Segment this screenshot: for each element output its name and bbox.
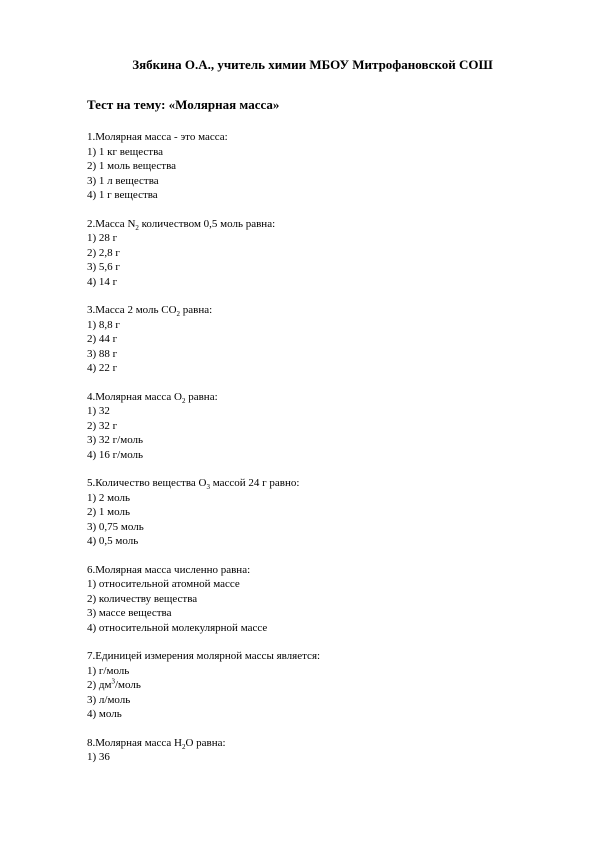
answer-option: 2) 44 г [87,333,118,345]
question-4 [87,390,567,463]
answer-option: 4) относительной молекулярной массе [87,621,268,634]
question-2 [87,217,567,290]
answer-option: 1) 32 [87,405,110,417]
answer-option: 1) г/моль [87,664,130,677]
question-text-part: равна: [180,304,213,316]
question-3 [87,303,567,376]
question-text-part: 2.Масса N [87,217,136,230]
answer-option [87,678,567,693]
question-text: 6.Молярная масса численно равна: [87,563,251,576]
answer-option: 1) 36 [87,751,110,763]
superscript: 3 [111,677,115,686]
question-8 [87,736,567,765]
answer-option-part: /моль [114,679,141,691]
answer-option: 1) 8,8 г [87,318,120,331]
test-title: Тест на тему: «Молярная масса» [87,97,280,112]
question-1 [87,130,567,203]
answer-option: 2) 1 моль вещества [87,160,176,172]
question-text-part: O равна: [185,736,226,749]
answer-option: 1) 2 моль [87,491,130,504]
subscript: 2 [176,310,181,319]
answer-option: 4) 22 г [87,362,118,374]
question-text-part: количеством 0,5 моль равна: [138,217,276,230]
answer-option: 3) 88 г [87,347,118,360]
question-text-part: 4.Молярная масса O [87,390,182,403]
questions-list [87,130,567,779]
answer-option: 2) 2,8 г [87,246,120,259]
answer-option: 2) 32 г [87,419,118,432]
question-text [87,390,567,405]
subscript: 3 [206,483,210,492]
question-text-part: равна: [185,390,218,403]
answer-option: 1) 28 г [87,232,118,244]
question-5 [87,476,567,549]
answer-option: 3) массе вещества [87,607,172,619]
question-text-part: массой 24 г равно: [209,477,300,489]
question-text [87,303,567,318]
question-text [87,476,567,491]
answer-option: 4) 0,5 моль [87,535,139,547]
question-text [87,217,567,232]
answer-option: 4) моль [87,708,122,720]
answer-option: 3) 5,6 г [87,261,120,273]
answer-option: 3) 32 г/моль [87,434,144,446]
question-7 [87,649,567,722]
answer-option-part: 2) дм [87,679,112,691]
question-6 [87,563,567,636]
answer-option: 1) относительной атомной массе [87,578,240,590]
author-header: Зябкина О.А., учитель химии МБОУ Митрофановской СОШ [132,57,493,72]
question-text: 7.Единицей измерения молярной массы является: [87,650,321,662]
subscript: 2 [181,396,186,405]
answer-option: 4) 14 г [87,275,118,288]
answer-option: 3) л/моль [87,693,131,706]
question-text-part: 3.Масса 2 моль CO [87,304,177,316]
subscript: 2 [181,742,186,751]
answer-option: 3) 0,75 моль [87,520,144,533]
answer-option: 2) количеству вещества [87,592,198,605]
subscript: 2 [135,223,139,232]
answer-option: 1) 1 кг вещества [87,145,164,158]
question-text [87,736,567,751]
question-text: 1.Молярная масса - это масса: [87,131,228,143]
question-text-part: 8.Молярная масса H [87,736,182,749]
answer-option: 3) 1 л вещества [87,174,159,187]
question-text-part: 5.Количество вещества O [87,477,207,489]
answer-option: 2) 1 моль [87,506,130,518]
answer-option: 4) 1 г вещества [87,189,158,201]
answer-option: 4) 16 г/моль [87,448,144,461]
